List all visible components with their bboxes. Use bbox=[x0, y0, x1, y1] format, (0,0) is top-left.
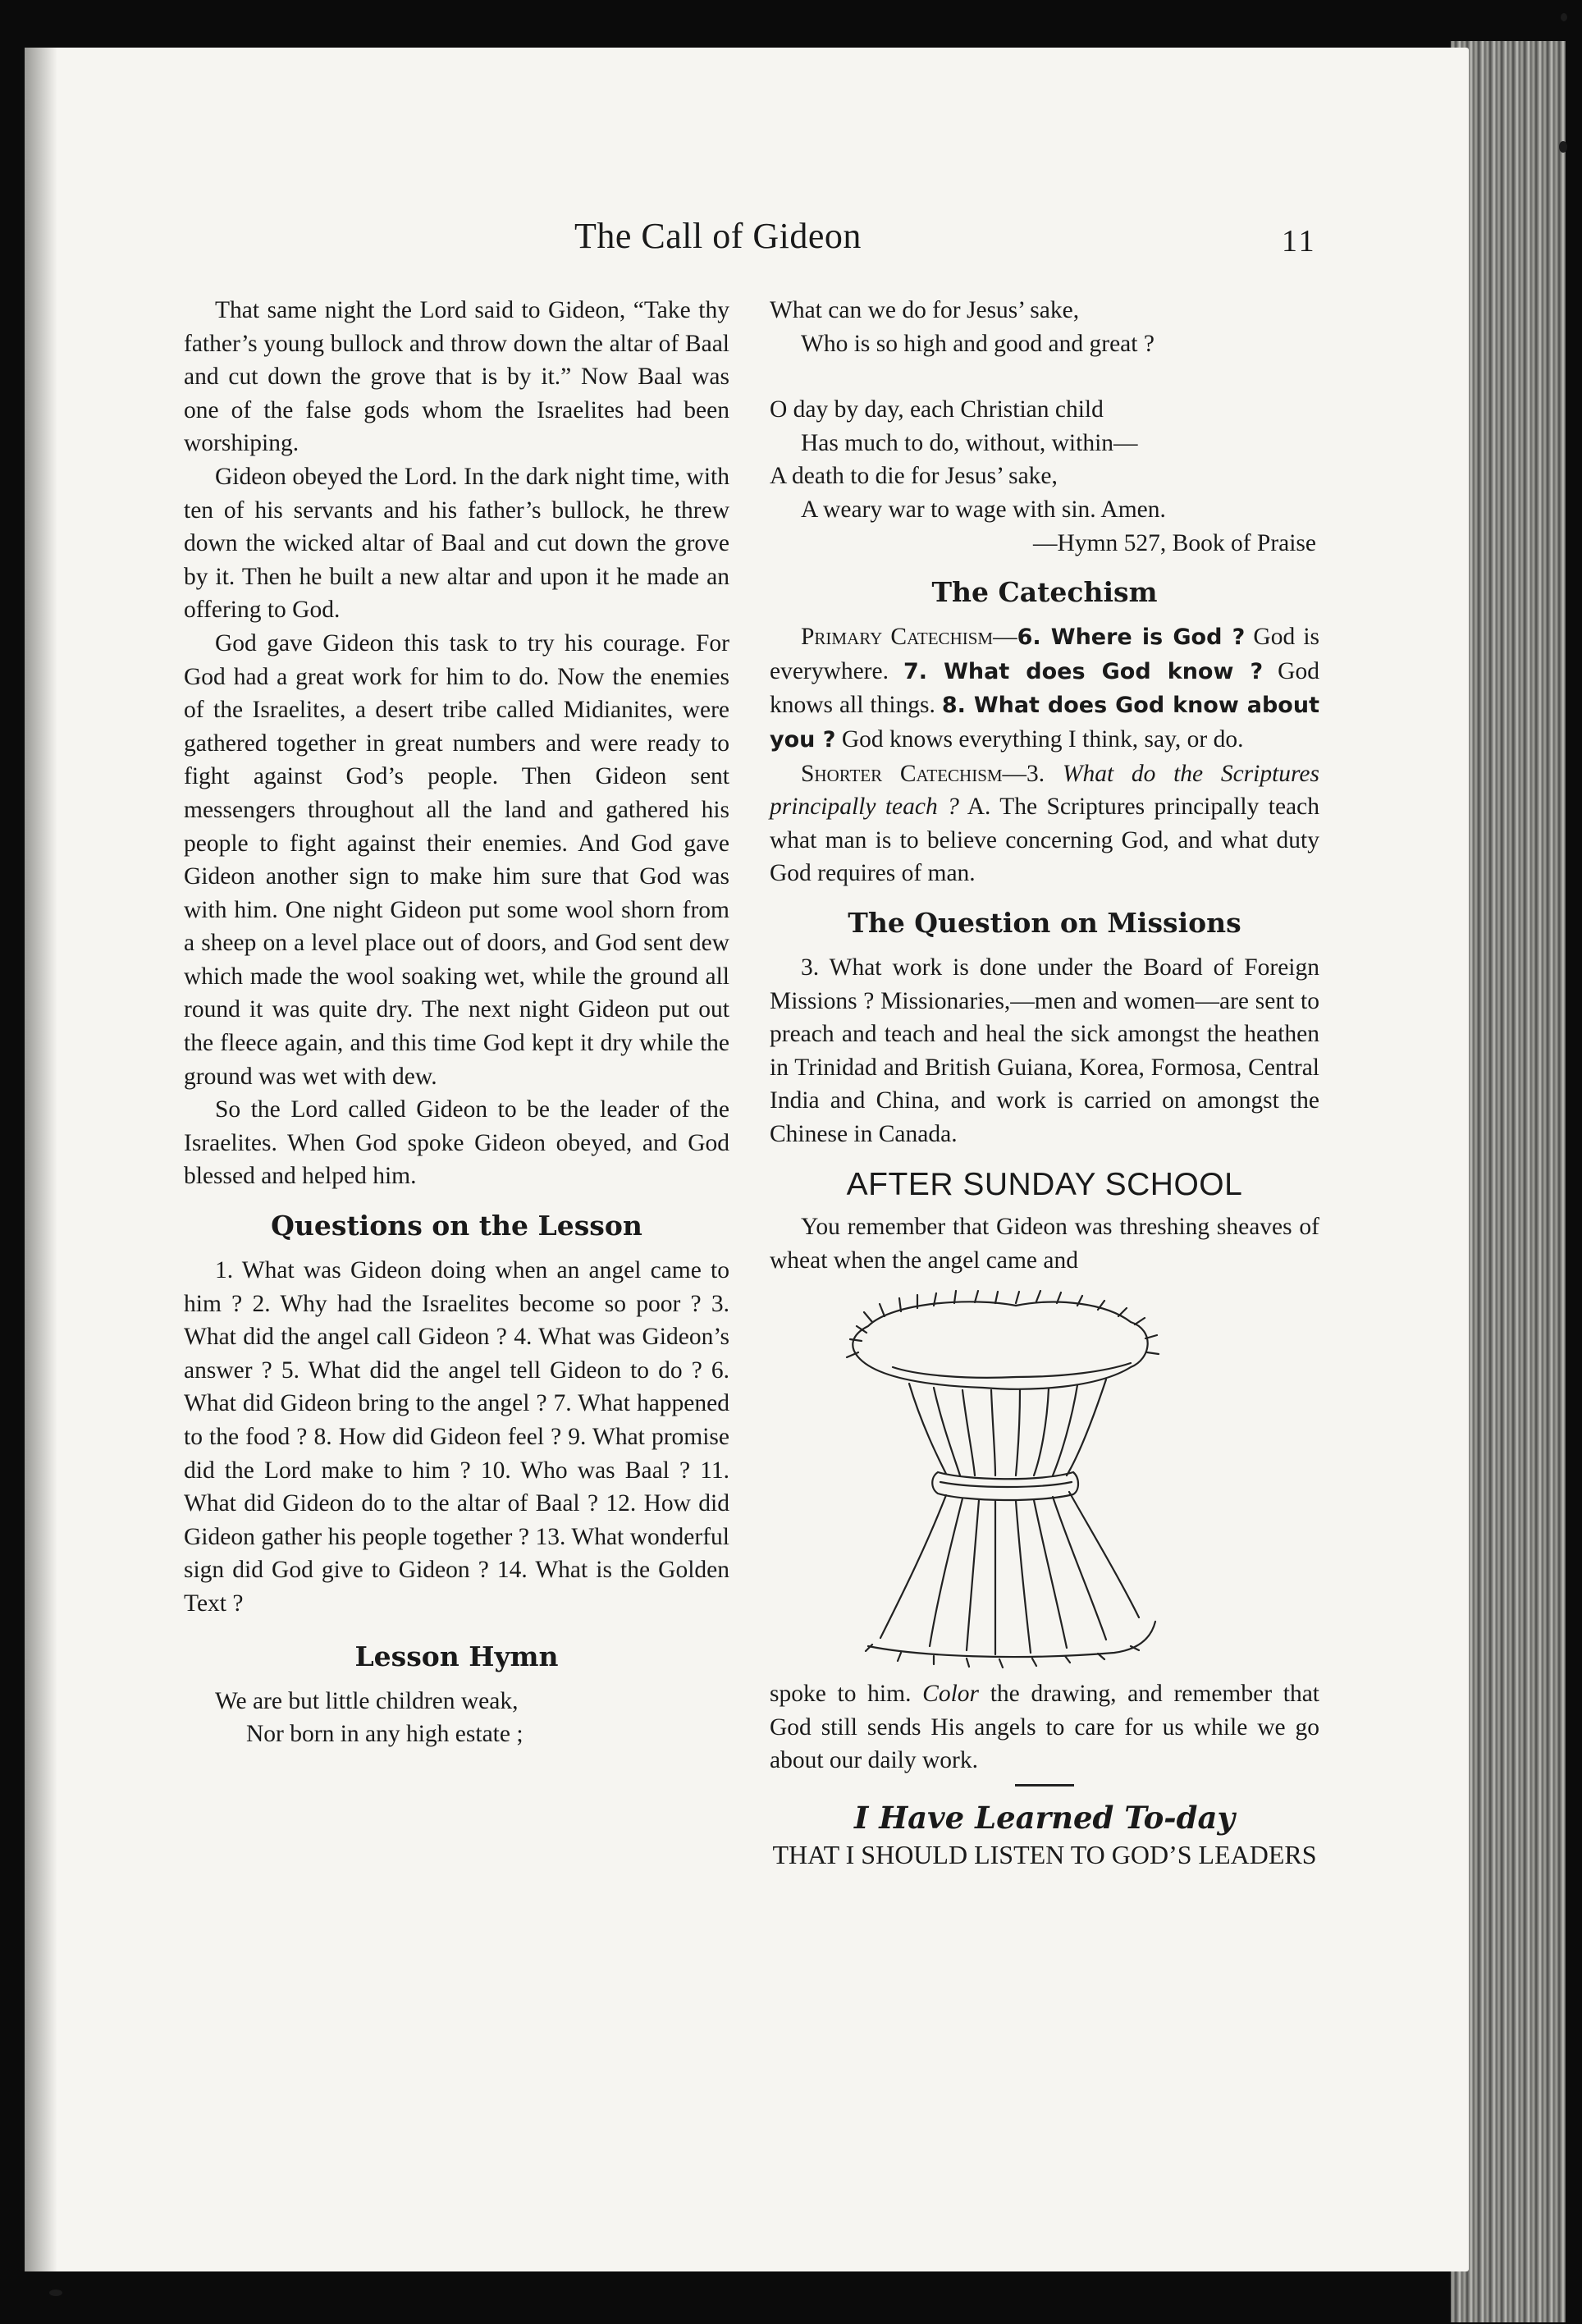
gutter-shadow bbox=[25, 48, 57, 2271]
hymn-stanza bbox=[184, 1685, 729, 1751]
body-paragraph: So the Lord called Gideon to be the leader of the Israelites. When God spoke Gideon obeyed, and God blessed and helped him. bbox=[184, 1096, 729, 1190]
catechism-question: 8. What does God know about you ? bbox=[770, 693, 1319, 753]
shorter-catechism bbox=[770, 757, 1319, 890]
primary-catechism-label: Primary Catechism bbox=[801, 624, 994, 651]
after-sunday-school-heading: AFTER SUNDAY SCHOOL bbox=[846, 1167, 1243, 1203]
primary-catechism: Primary Catechism—6. Where is God ? God is everywhere. 7. What does God know ? God knows all things. 8. What does God know about you ? God knows everything I think, say, or do. bbox=[770, 624, 1319, 753]
catechism-question: 7. What does God know ? bbox=[903, 658, 1264, 684]
catechism-question: What do the Scriptures principally teach ? bbox=[770, 760, 1320, 821]
learned-today-banner: I Have Learned To-day bbox=[854, 1800, 1235, 1837]
right-column bbox=[770, 294, 1319, 1872]
running-head: The Call of Gideon bbox=[574, 216, 862, 256]
wheat-sheaf-icon bbox=[770, 1285, 1319, 1671]
hymn-source: —Hymn 527, Book of Praise bbox=[1033, 529, 1316, 556]
divider-rule bbox=[1015, 1784, 1074, 1786]
body-paragraph: God gave Gideon this task to try his courage. For God had a great work for him to do. Now the enemies of the Israelites, a desert tribe called Midianites, were gathered together in great numbers and were ready to fight against God’s people. Then Gideon sent messengers throughout all the land and gathered his people to fight against their enemies. And God gave Gideon another sign to make him sure that God was with him. One night Gideon put some wool shorn from a sheep on a level place out of doors, and God sent dew which made the wool soaking wet, while the ground all round it was quite dry. The next night Gideon put out the fleece again, and this time God kept it dry while the ground was wet with dew. bbox=[184, 629, 729, 1090]
hymn-heading: Lesson Hymn bbox=[354, 1640, 559, 1672]
shorter-catechism-number: —3. bbox=[1002, 760, 1063, 787]
page-number: 11 bbox=[1282, 224, 1317, 258]
catechism-answer: A. The Scriptures principally teach what man is to believe concerning God, and what duty God requires of man. bbox=[770, 794, 1319, 887]
hymn-line: Nor born in any high estate ; bbox=[246, 1721, 524, 1748]
shorter-catechism-label: Shorter Catechism bbox=[801, 760, 1003, 787]
scan-speck bbox=[1561, 13, 1567, 21]
questions-paragraph: 1. What was Gideon doing when an angel came to him ? 2. Why had the Israelites become so poor ? 3. What did the angel call Gideon ? 4. What was Gideon’s answer ? 5. What did the angel tell Gideon to do ? 6. What did Gideon bring to the angel ? 7. What happened to the food ? 8. How did Gideon feel ? 9. What promise did the Lord make to him ? 10. Who was Baal ? 11. What did Gideon do to the altar of Baal ? 12. How did Gideon gather his people together ? 13. What wonderful sign did God give to Gideon ? 14. What is the Golden Text ? bbox=[184, 1257, 729, 1617]
left-column bbox=[184, 294, 729, 1751]
learned-today-text: THAT I SHOULD LISTEN TO GOD’S LEADERS bbox=[772, 1840, 1317, 1870]
color-emphasis: Color bbox=[922, 1681, 979, 1708]
hymn-line: A death to die for Jesus’ sake, bbox=[770, 463, 1058, 490]
catechism-answer: God knows everything I think, say, or do. bbox=[835, 725, 1244, 753]
scan-speck bbox=[49, 2290, 62, 2296]
after-paragraph: You remember that Gideon was threshing sheaves of wheat when the angel came and bbox=[770, 1214, 1319, 1274]
after-paragraph-continued: spoke to him. Color the drawing, and remember that God still sends His angels to care for us while we go about our daily work. bbox=[770, 1681, 1319, 1774]
missions-paragraph: 3. What work is done under the Board of Foreign Missions ? Missionaries,—men and women—are sent to preach and teach and heal the sick amongst the heathen in Trinidad and British Guiana, Korea, Formosa, Central India and China, and work is carried on amongst the Chinese in Canada. bbox=[770, 954, 1319, 1147]
catechism-heading: The Catechism bbox=[931, 576, 1158, 609]
body-paragraph: That same night the Lord said to Gideon, “Take thy father’s young bullock and throw down the altar of Baal and cut down the grove that is by it.” Now Baal was one of the false gods whom the Israelites had been worshiping. bbox=[184, 297, 729, 457]
hymn-line: Has much to do, without, within— bbox=[801, 429, 1138, 456]
hymn-line: A weary war to wage with sin. Amen. bbox=[801, 496, 1166, 523]
catechism-question: 6. Where is God ? bbox=[1017, 624, 1246, 651]
hymn-line: Who is so high and good and great ? bbox=[801, 330, 1154, 357]
catechism-answer: God is everywhere. bbox=[770, 624, 1319, 684]
catechism-answer: God knows all things. bbox=[770, 657, 1319, 719]
hymn-line: What can we do for Jesus’ sake, bbox=[770, 297, 1080, 323]
questions-heading: Questions on the Lesson bbox=[271, 1210, 642, 1242]
scan-speck bbox=[1559, 141, 1567, 153]
wheat-sheaf-illustration bbox=[770, 1285, 1319, 1671]
hymn-continued bbox=[770, 294, 1319, 560]
hymn-line: We are but little children weak, bbox=[215, 1687, 519, 1714]
missions-heading: The Question on Missions bbox=[848, 906, 1241, 939]
body-paragraph: Gideon obeyed the Lord. In the dark night time, with ten of his servants and his father’s bullock, he threw down the wicked altar of Baal and cut down the grove by it. Then he built a new altar and upon it he made an offering to God. bbox=[184, 463, 729, 624]
hymn-line: O day by day, each Christian child bbox=[770, 396, 1104, 423]
